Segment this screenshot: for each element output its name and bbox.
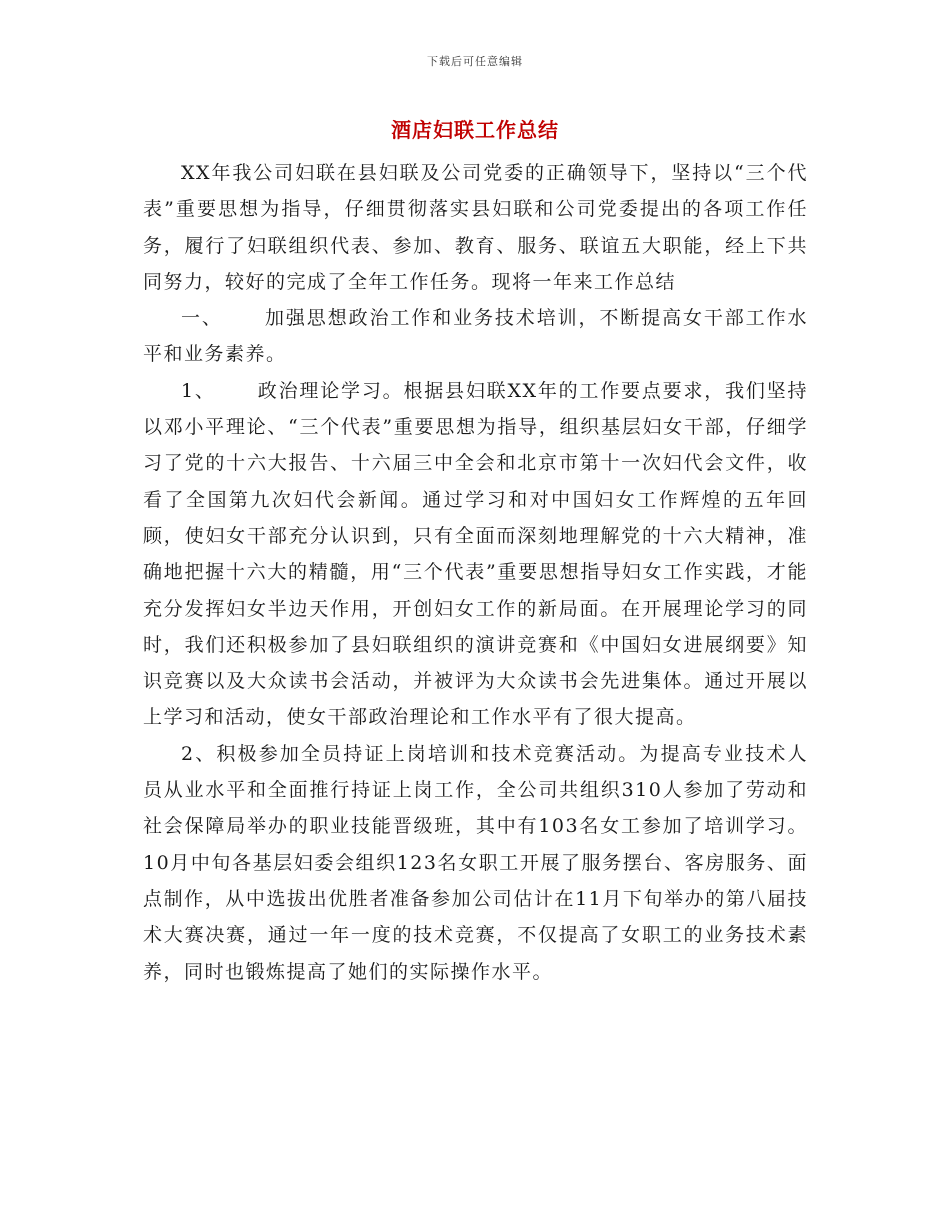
intro-paragraph: XX年我公司妇联在县妇联及公司党委的正确领导下，坚持以“三个代表”重要思想为指导，仔细贯彻落实县妇联和公司党委提出的各项工作任务，履行了妇联组织代表、参加、教育、服务、联谊五大职能，经上下共同努力，较好的完成了全年工作任务。现将一年来工作总结: [143, 162, 808, 293]
item-one-text: 政治理论学习。根据县妇联XX年的工作要点要求，我们坚持以邓小平理论、“三个代表”重要思想为指导，组织基层妇女干部，仔细学习了党的十六大报告、十六届三中全会和北京市第十一次妇代会文件，收看了全国第九次妇代会新闻。通过学习和对中国妇女工作辉煌的五年回顾，使妇女干部充分认识到，只有全面而深刻地理解党的十六大精神，准确地把握十六大的精髓，用“三个代表”重要思想指导妇女工作实践，才能充分发挥妇女半边天作用，开创妇女工作的新局面。在开展理论学习的同时，我们还积极参加了县妇联组织的演讲竞赛和《中国妇女进展纲要》知识竞赛以及大众读书会活动，并被评为大众读书会先进集体。通过开展以上学习和活动，使女干部政治理论和工作水平有了很大提高。: [143, 379, 808, 729]
page-header-note: 下载后可任意编辑: [427, 55, 523, 68]
section-one-paragraph: [143, 300, 808, 373]
item-one-number: 1、: [181, 379, 216, 402]
item-two-paragraph: 2、积极参加全员持证上岗培训和技术竞赛活动。为提高专业技术人员从业水平和全面推行持证上岗工作，全公司共组织310人参加了劳动和社会保障局举办的职业技能晋级班，其中有103名女工参加了培训学习。10月中旬各基层妇委会组织123名女职工开展了服务摆台、客房服务、面点制作，从中选拔出优胜者准备参加公司估计在11月下旬举办的第八届技术大赛决赛，通过一年一度的技术竞赛，不仅提高了女职工的业务技术素养，同时也锻炼提高了她们的实际操作水平。: [143, 742, 808, 983]
section-one-number: 一、: [181, 307, 223, 330]
section-one-heading: 加强思想政治工作和业务技术培训，不断提高女干部工作水平和业务素养。: [143, 307, 808, 366]
item-one-paragraph: [143, 373, 808, 736]
document-body: [143, 155, 808, 990]
document-title: 酒店妇联工作总结: [391, 118, 559, 142]
